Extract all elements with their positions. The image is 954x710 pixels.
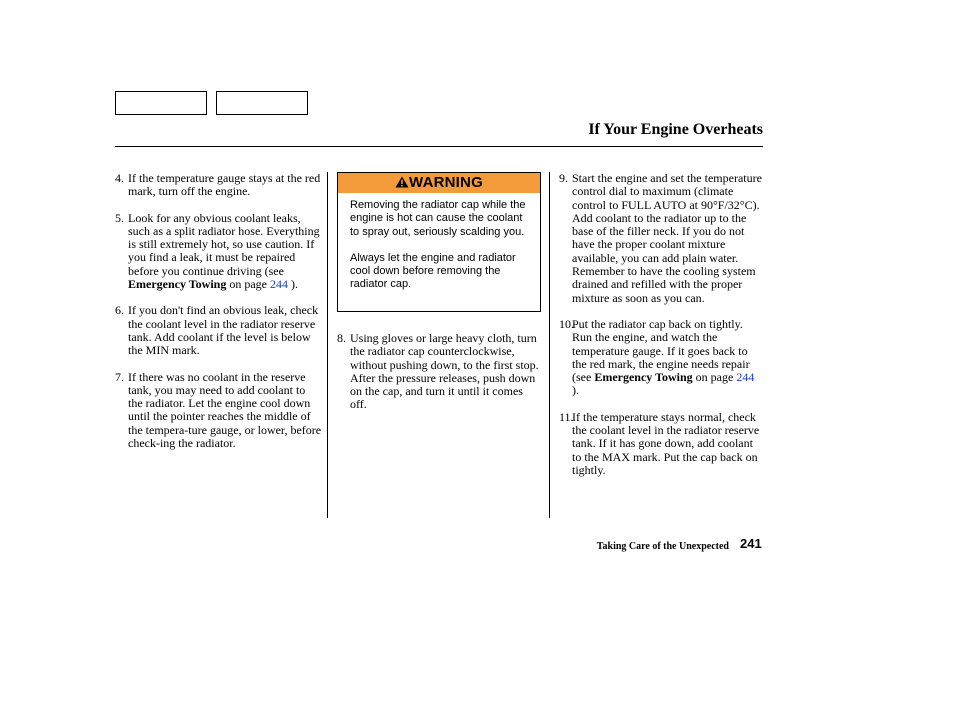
warning-body bbox=[338, 193, 540, 292]
list-item-8 bbox=[337, 332, 542, 412]
page-244-link[interactable]: 244 bbox=[736, 370, 755, 385]
list-item-4 bbox=[115, 172, 322, 199]
item-number: 10. bbox=[559, 316, 574, 331]
on-page-text: on page bbox=[692, 370, 737, 385]
page-title: If Your Engine Overheats bbox=[588, 121, 763, 138]
on-page-text: on page bbox=[226, 277, 270, 292]
column-divider-2 bbox=[549, 172, 550, 518]
item-text: Using gloves or large heavy cloth, turn the radiator cap counterclockwise, without pushing down, to the first stop. After the pressure releases, push down on the cap, and turn it until it comes off. bbox=[350, 331, 539, 412]
list-item-7 bbox=[115, 371, 322, 451]
item-text: Look for any obvious coolant leaks, such as a split radiator hose. Everything is still extremely hot, so use caution. If you find a leak, it must be repaired before you continue driving (see bbox=[128, 210, 320, 278]
item-number: 8. bbox=[337, 331, 346, 345]
item-text: If the temperature gauge stays at the red mark, turn off the engine. bbox=[128, 171, 321, 199]
warning-text-2: Always let the engine and radiator cool down before removing the radiator cap. bbox=[350, 251, 516, 291]
warning-triangle-icon bbox=[395, 176, 409, 188]
column-3 bbox=[559, 172, 763, 490]
emergency-towing-ref: Emergency Towing bbox=[594, 370, 693, 385]
title-rule bbox=[115, 146, 763, 147]
list-item-6 bbox=[115, 304, 322, 357]
column-2 bbox=[337, 332, 542, 425]
item-text: If there was no coolant in the reserve tank, you may need to add coolant to the radiator. Let the engine cool down until the pointer reaches the middle of the tempera-ture gauge, or lower, before check-ing the radiator. bbox=[128, 369, 322, 451]
item-number: 4. bbox=[115, 171, 124, 185]
page-244-link[interactable]: 244 bbox=[270, 277, 288, 292]
item-number: 6. bbox=[115, 303, 124, 318]
column-1 bbox=[115, 172, 322, 463]
list-item-11 bbox=[559, 411, 763, 477]
list-item-5 bbox=[115, 212, 322, 292]
list-item-10 bbox=[559, 318, 763, 398]
ref-closing: ). bbox=[288, 277, 298, 292]
column-divider-1 bbox=[327, 172, 328, 518]
warning-header bbox=[338, 173, 540, 193]
page-number: 241 bbox=[740, 536, 762, 551]
item-number: 11. bbox=[559, 409, 574, 424]
warning-text-1: Removing the radiator cap while the engine is hot can cause the coolant to spray out, seriously scalding you. bbox=[350, 199, 526, 238]
footer-section-title: Taking Care of the Unexpected bbox=[596, 541, 729, 552]
nav-main-menu-button[interactable] bbox=[115, 91, 207, 115]
item-number: 7. bbox=[115, 369, 124, 384]
list-item-9 bbox=[559, 172, 763, 305]
warning-heading: WARNING bbox=[409, 174, 483, 191]
ref-closing: ). bbox=[572, 383, 579, 398]
item-text: If you don't find an obvious leak, check the coolant level in the radiator reserve tank. Add coolant if the level is below the MIN mark. bbox=[128, 303, 319, 358]
item-number: 5. bbox=[115, 210, 124, 225]
item-text: Start the engine and set the temperature control dial to maximum (climate control to FULL AUTO at 90°F/32°C). Add coolant to the radiator up to the base of the filler neck. If you do not have the proper coolant mixture available, you can add plain water. Remember to have the cooling system drained and refilled with the proper mixture as soon as you can. bbox=[572, 171, 762, 305]
item-number: 9. bbox=[559, 171, 568, 185]
warning-box bbox=[337, 172, 541, 312]
nav-index-button[interactable] bbox=[216, 91, 308, 115]
emergency-towing-ref: Emergency Towing bbox=[128, 277, 227, 292]
item-text: Put the radiator cap back on tightly. Run the engine, and watch the temperature gauge. If it goes back to the red mark, the engine needs repair (see bbox=[572, 316, 750, 385]
item-text: If the temperature stays normal, check the coolant level in the radiator reserve tank. If it has gone down, add coolant to the MAX mark. Put the cap back on tightly. bbox=[572, 409, 760, 477]
